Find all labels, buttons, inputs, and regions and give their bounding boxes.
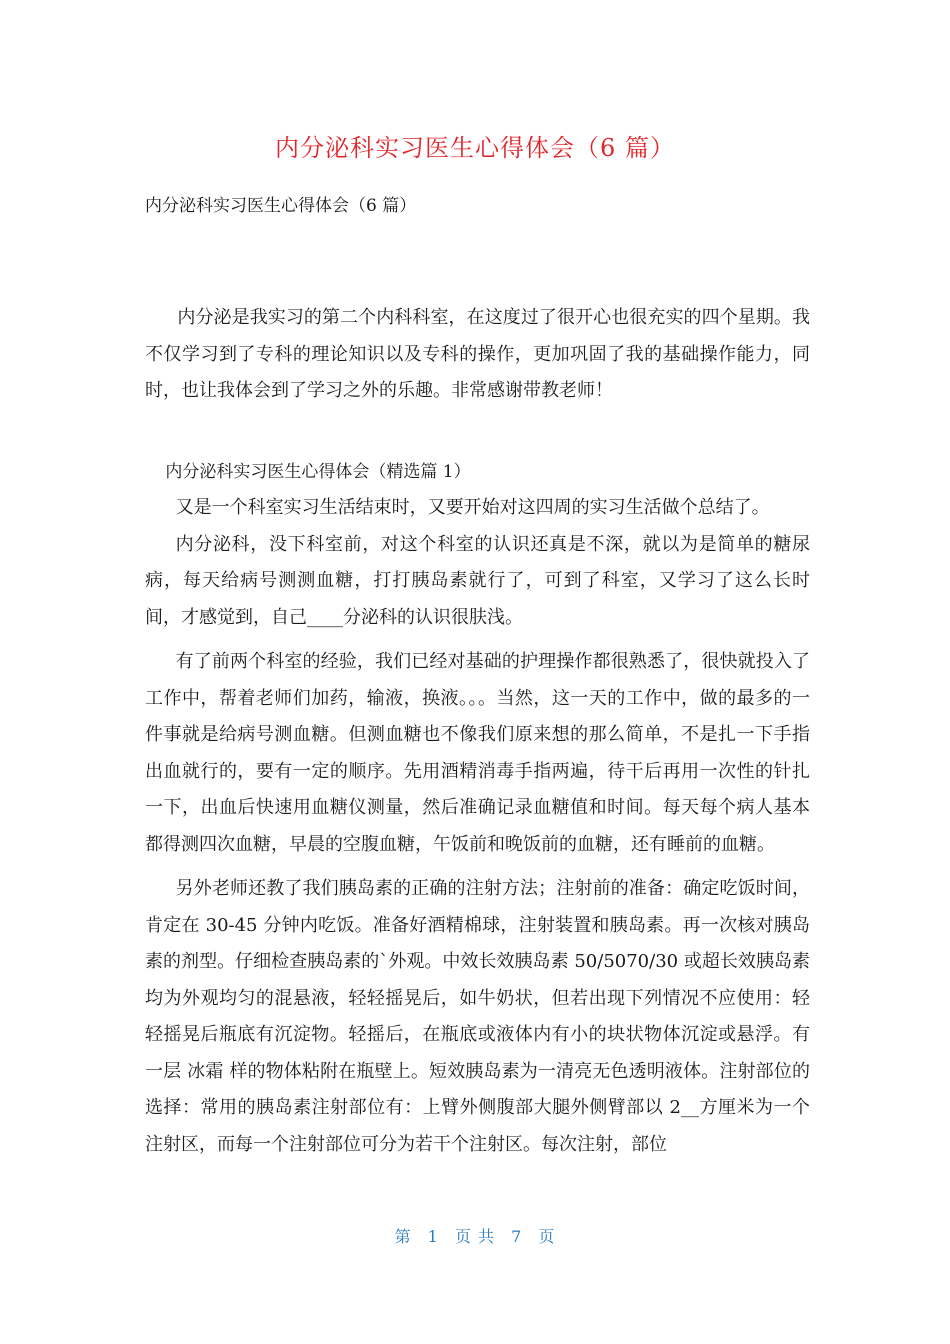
body-paragraph: 有了前两个科室的经验，我们已经对基础的护理操作都很熟悉了，很快就投入了工作中，帮着老师们加药，输液，换液。。。当然，这一天的工作中，做的最多的一件事就是给病号测血糖。但测血糖也不像我们原来想的那么简单，不是扎一下手指出血就行的，要有一定的顺序。先用酒精消毒手指两遍，待干后再用一次性的针扎一下，出血后快速用血糖仪测量，然后准确记录血糖值和时间。每天每个病人基本都得测四次血糖，早晨的空腹血糖，午饭前和晚饭前的血糖，还有睡前的血糖。 [145,651,810,855]
document-subtitle: 内分泌科实习医生心得体会（6 篇） [145,196,417,216]
footer-suffix: 页 [538,1227,556,1246]
document-title: 内分泌科实习医生心得体会（6 篇） [275,134,675,162]
footer-total-pages: 7 [511,1227,523,1246]
document-body [145,300,810,1163]
body-paragraph: 又是一个科室实习生活结束时，又要开始对这四周的实习生活做个总结了。 [175,497,770,518]
section-heading: 内分泌科实习医生心得体会（精选篇 1） [165,461,471,482]
page-footer [0,1224,950,1250]
body-paragraph: 内分泌科，没下科室前，对这个科室的认识还真是不深，就以为是简单的糖尿病，每天给病号测测血糖，打打胰岛素就行了，可到了科室，又学习了这么长时间，才感觉到，自己____分泌科的认识很肤浅。 [145,533,810,628]
footer-current-page: 1 [427,1227,439,1246]
footer-mid: 页 共 [454,1227,496,1246]
footer-prefix: 第 [394,1227,412,1246]
intro-paragraph: 内分泌是我实习的第二个内科科室，在这度过了很开心也很充实的四个星期。我不仅学习到了专科的理论知识以及专科的操作，更加巩固了我的基础操作能力，同时，也让我体会到了学习之外的乐趣。非常感谢带教老师！ [145,307,810,401]
body-paragraph: 另外老师还教了我们胰岛素的正确的注射方法；注射前的准备：确定吃饭时间，肯定在 30-45 分钟内吃饭。准备好酒精棉球，注射装置和胰岛素。再一次核对胰岛素的剂型。仔细检查胰岛素的`外观。中效长效胰岛素 50/5070/30 或超长效胰岛素均为外观均匀的混悬液，轻轻摇晃后，如牛奶状，但若出现下列情况不应使用：轻轻摇晃后瓶底有沉淀物。轻摇后，在瓶底或液体内有小的块状物体沉淀或悬浮。有一层 冰霜 样的物体粘附在瓶壁上。短效胰岛素为一清亮无色透明液体。注射部位的选择：常用的胰岛素注射部位有：上臂外侧腹部大腿外侧臂部以 2__方厘米为一个注射区，而每一个注射部位可分为若干个注射区。每次注射，部位 [145,878,810,1155]
